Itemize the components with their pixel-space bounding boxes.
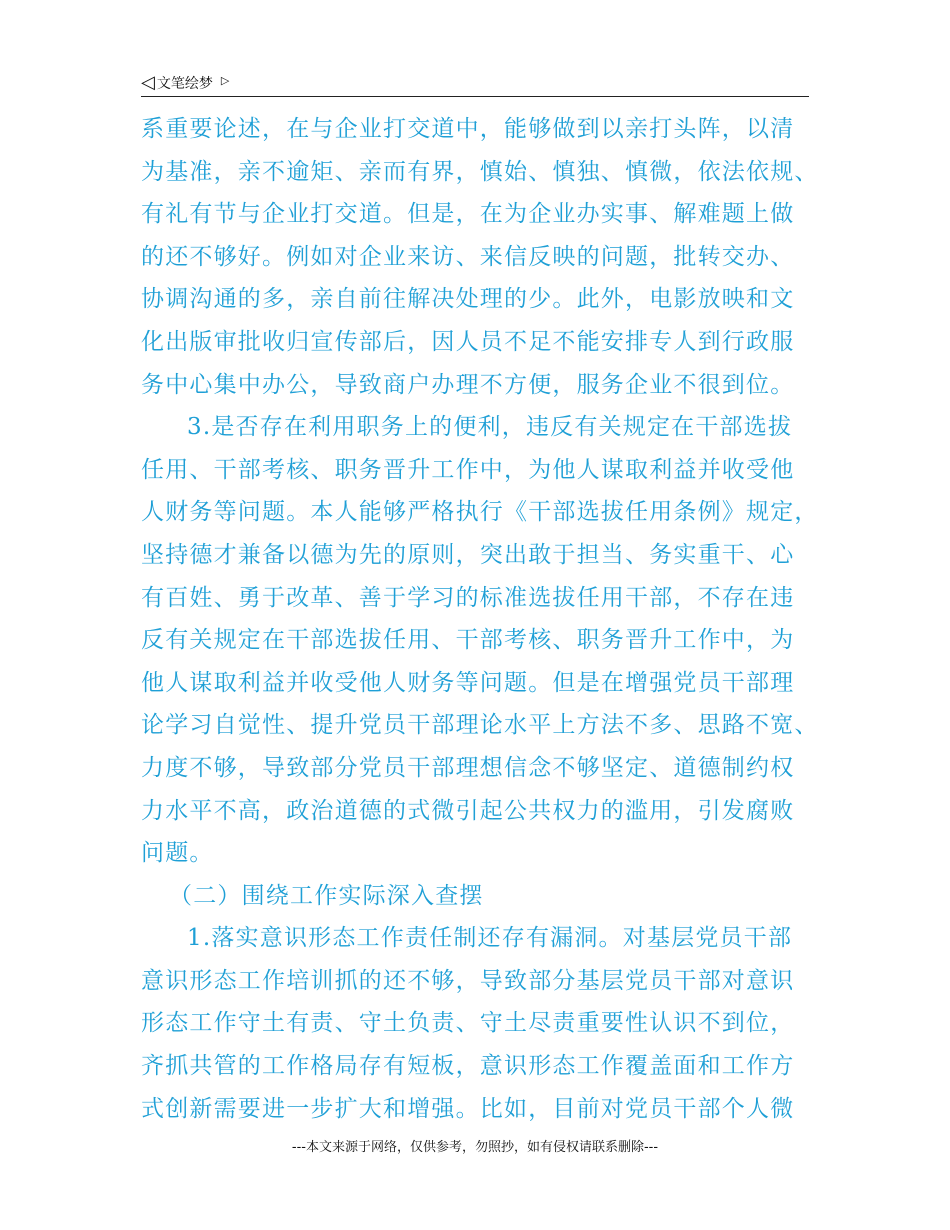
body-line: 化出版审批收归宣传部后，因人员不足不能安排专人到行政服: [141, 328, 795, 355]
body-line: 1.落实意识形态工作责任制还存有漏洞。对基层党员干部: [187, 925, 793, 952]
left-triangle-icon: ◁: [141, 72, 155, 93]
body-line: 人财务等问题。本人能够严格执行《干部选拔任用条例》规定，: [141, 499, 819, 526]
body-line: 力水平不高，政治道德的式微引起公共权力的滥用，引发腐败: [141, 797, 795, 824]
body-line: 他人谋取利益并收受他人财务等问题。但是在增强党员干部理: [141, 669, 795, 696]
body-line: 3.是否存在利用职务上的便利，违反有关规定在干部选拔: [187, 414, 793, 441]
body-line: 为基准，亲不逾矩、亲而有界，慎始、慎独、慎微，依法依规、: [141, 158, 819, 185]
header-title: 文笔绘梦: [156, 76, 213, 92]
body-line: 有礼有节与企业打交道。但是，在为企业办实事、解难题上做: [141, 201, 795, 228]
body-line: 协调沟通的多，亲自前往解决处理的少。此外，电影放映和文: [141, 286, 795, 313]
body-line: 式创新需要进一步扩大和增强。比如，目前对党员干部个人微: [141, 1095, 795, 1122]
page-header: [141, 70, 809, 97]
body-line: 的还不够好。例如对企业来访、来信反映的问题，批转交办、: [141, 243, 795, 270]
body-line: 问题。: [141, 840, 214, 867]
body-line: 坚持德才兼备以德为先的原则，突出敢于担当、务实重干、心: [141, 541, 795, 568]
body-line: 形态工作守土有责、守土负责、守土尽责重要性认识不到位，: [141, 1010, 795, 1037]
body-line: 论学习自觉性、提升党员干部理论水平上方法不多、思路不宽、: [141, 712, 819, 739]
body-line: 反有关规定在干部选拔任用、干部考核、职务晋升工作中，为: [141, 627, 795, 654]
body-line: 系重要论述，在与企业打交道中，能够做到以亲打头阵，以清: [141, 116, 795, 142]
section-heading: （二）围绕工作实际深入查摆: [169, 882, 484, 909]
document-body: [141, 108, 841, 1130]
body-line: 意识形态工作培训抓的还不够，导致部分基层党员干部对意识: [141, 967, 795, 994]
body-line: 务中心集中办公，导致商户办理不方便，服务企业不很到位。: [141, 371, 795, 398]
body-line: 力度不够，导致部分党员干部理想信念不够坚定、道德制约权: [141, 754, 795, 781]
body-line: 齐抓共管的工作格局存有短板，意识形态工作覆盖面和工作方: [141, 1053, 795, 1080]
right-triangle-icon: ▷: [220, 73, 230, 87]
body-line: 有百姓、勇于改革、善于学习的标准选拔任用干部，不存在违: [141, 584, 795, 611]
footer-notice: ---本文来源于网络，仅供参考，勿照抄，如有侵权请联系删除---: [291, 1140, 659, 1155]
body-line: 任用、干部考核、职务晋升工作中，为他人谋取利益并收受他: [141, 456, 795, 483]
